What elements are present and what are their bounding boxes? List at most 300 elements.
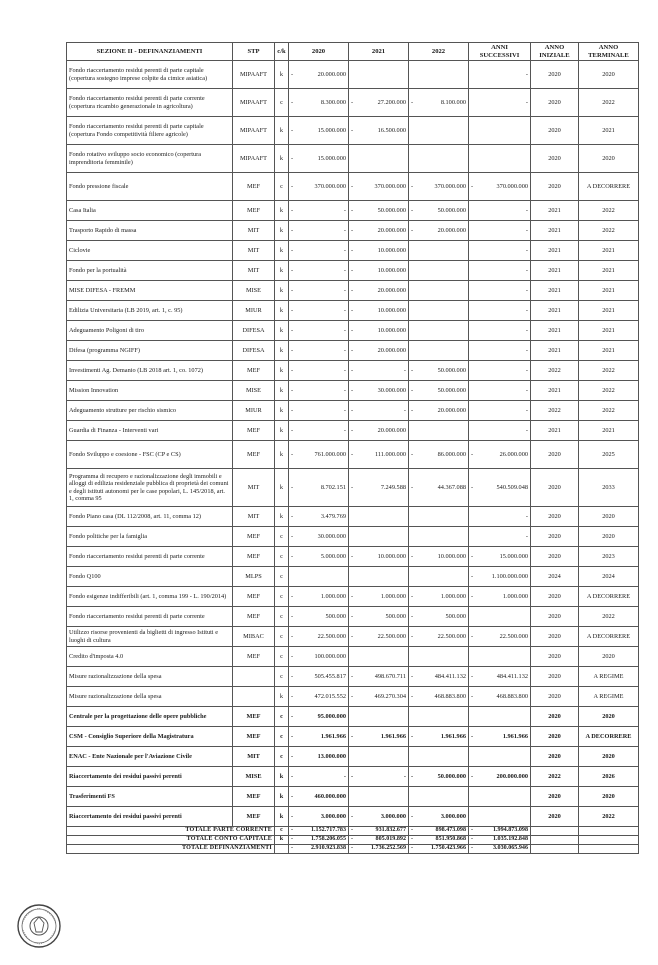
row-2020 xyxy=(289,61,349,89)
row-2021 xyxy=(349,587,409,607)
row-2020 xyxy=(289,381,349,401)
definanziamenti-table xyxy=(66,42,639,854)
cell-value: 2.910.923.838 xyxy=(310,845,346,852)
leader-dash: - xyxy=(291,426,294,434)
table-row xyxy=(67,361,639,381)
leader-dash: - xyxy=(411,450,414,458)
cell-value: 1.750.423.966 xyxy=(430,845,466,852)
table-header-row xyxy=(67,43,639,61)
cell-value: 1.961.966 xyxy=(440,732,466,740)
cell-value: - xyxy=(343,426,346,434)
row-ck: c xyxy=(275,627,289,647)
row-2021 xyxy=(349,341,409,361)
row-anni-successivi: - xyxy=(469,241,531,261)
row-anni-successivi xyxy=(469,607,531,627)
row-2022 xyxy=(409,767,469,787)
leader-dash: - xyxy=(351,182,354,190)
row-stp: MIT xyxy=(233,507,275,527)
header-stp: STP xyxy=(233,43,275,61)
leader-dash: - xyxy=(291,98,294,106)
row-anno-iniziale: 2022 xyxy=(531,361,579,381)
leader-dash: - xyxy=(351,612,354,620)
cell-value: - xyxy=(343,206,346,214)
row-anno-iniziale: 2021 xyxy=(531,201,579,221)
cell-value: 50.000.000 xyxy=(437,206,466,214)
row-2020 xyxy=(289,607,349,627)
row-anno-terminale: 2020 xyxy=(579,787,639,807)
row-2020 xyxy=(289,441,349,469)
leader-dash: - xyxy=(291,652,294,660)
row-2022 xyxy=(409,807,469,827)
row-ck: c xyxy=(275,89,289,117)
row-anno-terminale: 2021 xyxy=(579,281,639,301)
row-2020 xyxy=(289,627,349,647)
row-anni-successivi: - xyxy=(469,89,531,117)
leader-dash: - xyxy=(291,266,294,274)
leader-dash: - xyxy=(471,572,474,580)
row-stp: MEF xyxy=(233,201,275,221)
table-row xyxy=(67,547,639,567)
cell-value: - xyxy=(343,406,346,414)
total-anno-terminale xyxy=(579,827,639,836)
row-2020 xyxy=(289,117,349,145)
leader-dash: - xyxy=(351,286,354,294)
row-anno-iniziale: 2024 xyxy=(531,567,579,587)
leader-dash: - xyxy=(351,552,354,560)
table-row xyxy=(67,787,639,807)
row-anno-iniziale: 2021 xyxy=(531,321,579,341)
row-2021 xyxy=(349,261,409,281)
cell-value: 50.000.000 xyxy=(437,366,466,374)
cell-value: 1.000.000 xyxy=(380,592,406,600)
row-anni-successivi: - xyxy=(469,341,531,361)
table-row xyxy=(67,421,639,441)
cell-value: 8.100.000 xyxy=(440,98,466,106)
row-ck: k xyxy=(275,201,289,221)
row-anni-successivi xyxy=(469,547,531,567)
cell-value: 1.961.966 xyxy=(380,732,406,740)
cell-value: 30.000.000 xyxy=(317,532,346,540)
row-description: Investimenti Ag. Demanio (LB 2018 art. 1, co. 1072) xyxy=(67,361,233,381)
row-description: Trasporto Rapido di massa xyxy=(67,221,233,241)
row-2020 xyxy=(289,469,349,507)
total-anno-iniziale xyxy=(531,827,579,836)
row-2022 xyxy=(409,241,469,261)
leader-dash: - xyxy=(351,772,354,780)
row-2022 xyxy=(409,469,469,507)
row-2020 xyxy=(289,173,349,201)
row-2021 xyxy=(349,807,409,827)
total-ck: k xyxy=(275,836,289,845)
leader-dash: - xyxy=(291,792,294,800)
row-2020 xyxy=(289,667,349,687)
row-anni-successivi: - xyxy=(469,201,531,221)
cell-value: 1.994.873.098 xyxy=(492,827,528,834)
row-2021 xyxy=(349,145,409,173)
table-row xyxy=(67,469,639,507)
leader-dash: - xyxy=(411,386,414,394)
row-ck: k xyxy=(275,687,289,707)
row-description: Fondo per la portualità xyxy=(67,261,233,281)
row-anno-iniziale: 2020 xyxy=(531,607,579,627)
row-2022 xyxy=(409,687,469,707)
row-2022 xyxy=(409,787,469,807)
total-anno-iniziale xyxy=(531,845,579,854)
leader-dash: - xyxy=(291,326,294,334)
row-anno-iniziale: 2021 xyxy=(531,261,579,281)
cell-value: 20.000.000 xyxy=(377,286,406,294)
row-2020 xyxy=(289,787,349,807)
row-stp: DIFESA xyxy=(233,321,275,341)
row-anno-iniziale: 2020 xyxy=(531,707,579,727)
table-row xyxy=(67,261,639,281)
row-2021 xyxy=(349,173,409,201)
leader-dash: - xyxy=(291,552,294,560)
row-anno-terminale: 2024 xyxy=(579,567,639,587)
row-stp: MEF xyxy=(233,441,275,469)
leader-dash: - xyxy=(351,483,354,491)
row-description: Adeguamento Poligoni di tiro xyxy=(67,321,233,341)
row-anno-terminale: 2021 xyxy=(579,341,639,361)
cell-value: 3.479.769 xyxy=(320,512,346,520)
cell-value: 22.500.000 xyxy=(317,632,346,640)
table-row xyxy=(67,647,639,667)
leader-dash: - xyxy=(351,672,354,680)
row-anno-iniziale: 2021 xyxy=(531,281,579,301)
total-2021 xyxy=(349,836,409,845)
leader-dash: - xyxy=(291,154,294,162)
row-stp: DIFESA xyxy=(233,341,275,361)
cell-value: - xyxy=(343,226,346,234)
row-2021 xyxy=(349,627,409,647)
total-anno-terminale xyxy=(579,845,639,854)
row-description: Fondo riaccertamento residui perenti di parte corrente xyxy=(67,547,233,567)
cell-value: - xyxy=(343,266,346,274)
row-2021 xyxy=(349,687,409,707)
table-row xyxy=(67,401,639,421)
totals-row xyxy=(67,827,639,836)
table-row xyxy=(67,627,639,647)
leader-dash: - xyxy=(291,286,294,294)
row-description: Fondo rotativo sviluppo socio economico (copertura imprenditoria femminile) xyxy=(67,145,233,173)
cell-value: 10.000.000 xyxy=(377,326,406,334)
cell-value: 50.000.000 xyxy=(437,772,466,780)
row-anno-iniziale: 2021 xyxy=(531,421,579,441)
row-description: Fondo riaccertamento residui perenti di parte capitale (copertura sostegno imprese colpite da cimice asiatica) xyxy=(67,61,233,89)
total-2022 xyxy=(409,845,469,854)
total-label: TOTALE DEFINANZIAMENTI xyxy=(67,845,275,854)
cell-value: 15.000.000 xyxy=(317,126,346,134)
totals-row xyxy=(67,836,639,845)
cell-value: 10.000.000 xyxy=(377,552,406,560)
leader-dash: - xyxy=(351,845,354,852)
cell-value: 100.000.000 xyxy=(314,652,346,660)
leader-dash: - xyxy=(291,672,294,680)
row-anno-iniziale: 2021 xyxy=(531,241,579,261)
cell-value: 20.000.000 xyxy=(317,70,346,78)
leader-dash: - xyxy=(411,226,414,234)
row-anni-successivi: - xyxy=(469,301,531,321)
row-2020 xyxy=(289,707,349,727)
leader-dash: - xyxy=(351,326,354,334)
row-2021 xyxy=(349,117,409,145)
row-2022 xyxy=(409,89,469,117)
row-2021 xyxy=(349,61,409,89)
row-anno-iniziale: 2020 xyxy=(531,61,579,89)
row-2021 xyxy=(349,421,409,441)
row-description: Mission Innovation xyxy=(67,381,233,401)
row-stp: MIT xyxy=(233,241,275,261)
total-anni-successivi xyxy=(469,845,531,854)
row-stp: MIT xyxy=(233,261,275,281)
leader-dash: - xyxy=(351,266,354,274)
row-stp: MEF xyxy=(233,707,275,727)
cell-value: 95.000.000 xyxy=(317,712,346,720)
leader-dash: - xyxy=(351,226,354,234)
leader-dash: - xyxy=(351,346,354,354)
row-anno-terminale: 2025 xyxy=(579,441,639,469)
row-anno-iniziale: 2022 xyxy=(531,767,579,787)
total-anni-successivi xyxy=(469,836,531,845)
row-2022 xyxy=(409,321,469,341)
row-description: Fondo pressione fiscale xyxy=(67,173,233,201)
cell-value: 851.950.868 xyxy=(435,836,466,843)
leader-dash: - xyxy=(291,632,294,640)
table-row xyxy=(67,61,639,89)
row-anno-terminale: 2022 xyxy=(579,807,639,827)
leader-dash: - xyxy=(411,406,414,414)
row-anno-terminale: 2021 xyxy=(579,241,639,261)
cell-value: 200.000.000 xyxy=(496,772,528,780)
leader-dash: - xyxy=(351,306,354,314)
leader-dash: - xyxy=(411,632,414,640)
row-2022 xyxy=(409,201,469,221)
row-anno-terminale: 2022 xyxy=(579,607,639,627)
leader-dash: - xyxy=(291,386,294,394)
row-ck: c xyxy=(275,667,289,687)
row-ck: k xyxy=(275,401,289,421)
row-2021 xyxy=(349,707,409,727)
leader-dash: - xyxy=(291,483,294,491)
total-ck: c xyxy=(275,827,289,836)
row-ck: c xyxy=(275,587,289,607)
cell-value: 1.000.000 xyxy=(502,592,528,600)
row-ck: c xyxy=(275,527,289,547)
row-2020 xyxy=(289,747,349,767)
row-stp: MEF xyxy=(233,607,275,627)
row-anni-successivi: - xyxy=(469,321,531,341)
row-ck: k xyxy=(275,221,289,241)
leader-dash: - xyxy=(291,732,294,740)
row-2021 xyxy=(349,281,409,301)
table-body xyxy=(67,61,639,827)
cell-value: 10.000.000 xyxy=(377,266,406,274)
cell-value: 3.030.065.946 xyxy=(492,845,528,852)
row-anno-terminale: 2022 xyxy=(579,401,639,421)
cell-value: - xyxy=(343,772,346,780)
row-2022 xyxy=(409,421,469,441)
row-ck: k xyxy=(275,241,289,261)
leader-dash: - xyxy=(291,206,294,214)
row-ck: k xyxy=(275,117,289,145)
row-anno-iniziale: 2020 xyxy=(531,441,579,469)
leader-dash: - xyxy=(471,772,474,780)
row-2020 xyxy=(289,201,349,221)
row-anno-terminale: 2021 xyxy=(579,261,639,281)
cell-value: 370.000.000 xyxy=(434,182,466,190)
cell-value: 20.000.000 xyxy=(377,426,406,434)
row-description: Centrale per la progettazione delle opere pubbliche xyxy=(67,707,233,727)
leader-dash: - xyxy=(411,812,414,820)
row-ck: k xyxy=(275,361,289,381)
row-anni-successivi xyxy=(469,747,531,767)
row-ck: c xyxy=(275,547,289,567)
row-2020 xyxy=(289,767,349,787)
row-anno-terminale: 2020 xyxy=(579,61,639,89)
row-description: Riaccertamento dei residui passivi perenti xyxy=(67,767,233,787)
total-2022 xyxy=(409,827,469,836)
cell-value: 16.500.000 xyxy=(377,126,406,134)
row-description: Edilizia Universitaria (LB 2019, art. 1, c. 95) xyxy=(67,301,233,321)
row-anno-terminale: 2022 xyxy=(579,201,639,221)
leader-dash: - xyxy=(291,772,294,780)
leader-dash: - xyxy=(411,772,414,780)
cell-value: 805.019.892 xyxy=(375,836,406,843)
leader-dash: - xyxy=(411,592,414,600)
table-row xyxy=(67,89,639,117)
row-anni-successivi: - xyxy=(469,281,531,301)
cell-value: 26.000.000 xyxy=(499,450,528,458)
row-anno-terminale: A REGIME xyxy=(579,687,639,707)
row-ck: c xyxy=(275,173,289,201)
row-anno-iniziale: 2020 xyxy=(531,173,579,201)
cell-value: 20.000.000 xyxy=(377,346,406,354)
row-anno-iniziale: 2020 xyxy=(531,667,579,687)
row-description: Guardia di Finanza - Interventi vari xyxy=(67,421,233,441)
row-2020 xyxy=(289,547,349,567)
leader-dash: - xyxy=(351,126,354,134)
header-2021: 2021 xyxy=(349,43,409,61)
leader-dash: - xyxy=(351,426,354,434)
leader-dash: - xyxy=(351,450,354,458)
cell-value: 8.300.000 xyxy=(320,98,346,106)
row-2020 xyxy=(289,321,349,341)
cell-value: 50.000.000 xyxy=(437,386,466,394)
row-ck: k xyxy=(275,61,289,89)
leader-dash: - xyxy=(411,366,414,374)
cell-value: 30.000.000 xyxy=(377,386,406,394)
row-2020 xyxy=(289,241,349,261)
row-anni-successivi: - xyxy=(469,361,531,381)
row-2020 xyxy=(289,587,349,607)
row-anno-iniziale: 2020 xyxy=(531,807,579,827)
row-2020 xyxy=(289,527,349,547)
row-anni-successivi: - xyxy=(469,261,531,281)
leader-dash: - xyxy=(351,406,354,414)
total-2020 xyxy=(289,845,349,854)
row-description: Misure razionalizzazione della spesa xyxy=(67,687,233,707)
leader-dash: - xyxy=(471,836,474,843)
cell-value: 931.832.677 xyxy=(375,827,406,834)
row-description: Ciclovie xyxy=(67,241,233,261)
leader-dash: - xyxy=(471,450,474,458)
row-ck: c xyxy=(275,567,289,587)
row-anni-successivi xyxy=(469,687,531,707)
row-anni-successivi xyxy=(469,469,531,507)
row-stp: MLPS xyxy=(233,567,275,587)
row-anno-iniziale: 2021 xyxy=(531,341,579,361)
leader-dash: - xyxy=(411,672,414,680)
row-anno-terminale: 2020 xyxy=(579,707,639,727)
row-stp: MIT xyxy=(233,221,275,241)
row-ck: c xyxy=(275,747,289,767)
row-stp: MIPAAFT xyxy=(233,61,275,89)
leader-dash: - xyxy=(291,512,294,520)
row-description: Fondo Sviluppo e coesione - FSC (CP e CS) xyxy=(67,441,233,469)
official-seal-stamp xyxy=(16,903,62,949)
cell-value: 15.000.000 xyxy=(499,552,528,560)
row-2020 xyxy=(289,281,349,301)
row-stp: MEF xyxy=(233,173,275,201)
row-anni-successivi: - xyxy=(469,421,531,441)
cell-value: - xyxy=(343,366,346,374)
row-anno-iniziale: 2020 xyxy=(531,469,579,507)
table-row xyxy=(67,241,639,261)
row-2021 xyxy=(349,89,409,117)
row-anno-iniziale: 2020 xyxy=(531,587,579,607)
row-description: Credito d'imposta 4.0 xyxy=(67,647,233,667)
leader-dash: - xyxy=(471,483,474,491)
table-row xyxy=(67,201,639,221)
leader-dash: - xyxy=(291,827,294,834)
row-2022 xyxy=(409,627,469,647)
leader-dash: - xyxy=(411,692,414,700)
leader-dash: - xyxy=(291,226,294,234)
row-2020 xyxy=(289,421,349,441)
leader-dash: - xyxy=(351,386,354,394)
row-stp xyxy=(233,687,275,707)
cell-value: - xyxy=(343,286,346,294)
cell-value: 1.736.252.569 xyxy=(370,845,406,852)
row-2020 xyxy=(289,687,349,707)
row-2022 xyxy=(409,747,469,767)
row-anni-successivi xyxy=(469,567,531,587)
cell-value: 460.000.000 xyxy=(314,792,346,800)
row-stp: MIPAAFT xyxy=(233,117,275,145)
leader-dash: - xyxy=(291,126,294,134)
cell-value: - xyxy=(343,386,346,394)
row-anno-terminale: 2022 xyxy=(579,361,639,381)
leader-dash: - xyxy=(411,732,414,740)
row-2021 xyxy=(349,727,409,747)
row-2021 xyxy=(349,647,409,667)
table-row xyxy=(67,567,639,587)
cell-value: 20.000.000 xyxy=(377,226,406,234)
row-2021 xyxy=(349,767,409,787)
row-2022 xyxy=(409,261,469,281)
cell-value: 8.702.151 xyxy=(320,483,346,491)
leader-dash: - xyxy=(471,692,474,700)
cell-value: - xyxy=(343,326,346,334)
table-row xyxy=(67,301,639,321)
row-anno-terminale: 2022 xyxy=(579,89,639,117)
total-2021 xyxy=(349,827,409,836)
row-2022 xyxy=(409,507,469,527)
row-description: Casa Italia xyxy=(67,201,233,221)
row-2021 xyxy=(349,221,409,241)
header-section: SEZIONE II - DEFINANZIAMENTI xyxy=(67,43,233,61)
cell-value: 1.035.192.848 xyxy=(492,836,528,843)
